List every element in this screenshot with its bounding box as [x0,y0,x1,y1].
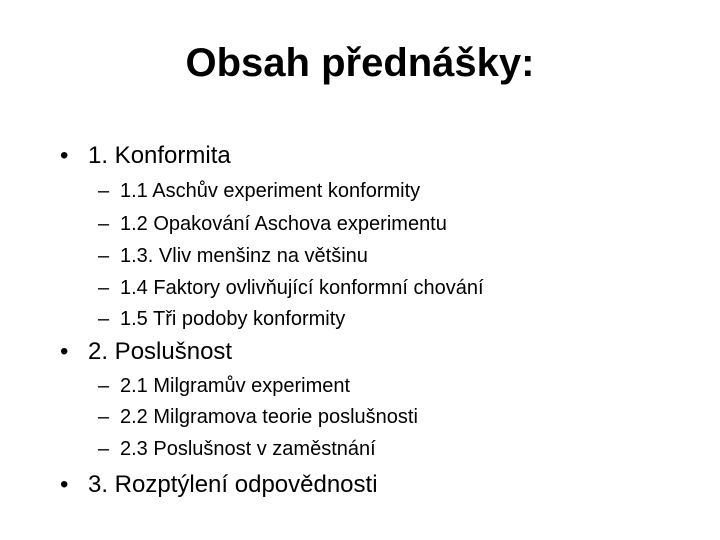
outline-item-label: 1.5 Tři podoby konformity [120,308,346,330]
dash-marker: – [98,406,110,428]
dash-marker: – [98,245,110,267]
outline-item-label: 2.3 Poslušnost v zaměstnání [120,438,376,460]
dash-marker: – [98,213,110,235]
dash-marker: – [98,438,110,460]
dash-marker: – [98,180,110,202]
outline-item-label: 1.4 Faktory ovlivňující konformní chování [120,277,484,299]
bullet-marker: • [60,142,69,169]
dash-marker: – [98,277,110,299]
outline-item-label: 1.2 Opakování Aschova experimentu [120,213,447,235]
bullet-marker: • [60,338,69,365]
outline-item-label: 1.1 Aschův experiment konformity [120,180,421,202]
slide-title: Obsah přednášky: [185,41,535,85]
outline-item-label: 2.1 Milgramův experiment [120,375,351,397]
outline-section-label: 3. Rozptýlení odpovědnosti [88,471,378,498]
dash-marker: – [98,375,110,397]
outline-section-label: 1. Konformita [88,142,231,169]
dash-marker: – [98,308,110,330]
outline-section-label: 2. Poslušnost [88,338,233,365]
outline-item-label: 2.2 Milgramova teorie poslušnosti [120,406,418,428]
outline-item-label: 1.3. Vliv menšinz na většinu [120,245,368,267]
bullet-marker: • [60,471,69,498]
